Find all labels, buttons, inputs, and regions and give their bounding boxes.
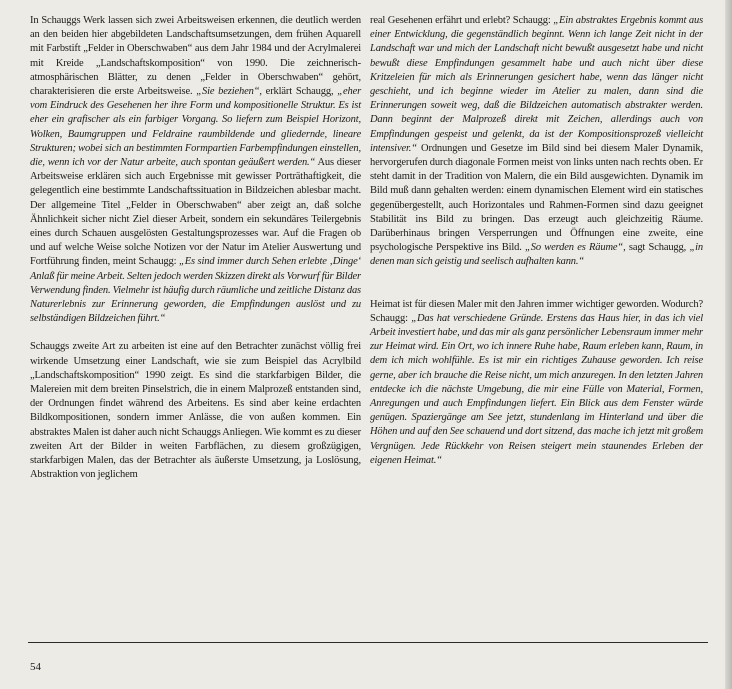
body-text: Schauggs zweite Art zu arbeiten ist eine auf den Betrachter zunächst völlig frei wirkende Umsetzung einer Landschaft, wie sie zum Beispiel das Acrylbild „Landschaftskomposition“ 1990 zeigt. Es sind die starkfarbigen Bilder, die Malereien mit dem breiten Pinselstrich, die in einem Malprozeß entstanden sind, der Ordnungen findet während des Arbeitens. Es sind aber keine erdachten Bildkompositionen, sondern immer Anlässe, die von außen kommen. Ein abstraktes Malen ist daher auch nicht Schauggs Anliegen. Wie kommt es zu dieser zweiten Art der Bilder in weiten Farbflächen, zu diesem großzügigen, starkfarbigen Malen, das der Betrachter als äußerste Umsetzung, ja Loslösung, Abstraktion von jeglichem — [30, 341, 361, 481]
right-text-column — [370, 14, 703, 468]
body-text: Heimat ist für diesen Maler mit den Jahren immer wichtiger geworden. Wodurch? Schaugg: — [370, 298, 703, 324]
quote-text: „So werden es Räume“ — [525, 242, 624, 254]
body-text: In Schauggs Werk lassen sich zwei Arbeitsweisen erkennen, die deutlich werden an den beiden hier abgebildeten Landschaftsumsetzungen, dem frühen Aquarell mit Farbstift „Felder in Oberschwaben“ aus dem Jahr 1984 und der Acrylmalerei mit Kreide „Landschaftskomposition“ von 1990. Die zeichnerisch-atmosphärischen Blätter, zu denen „Felder in Oberschwaben“ gehört, charakterisieren die erste Arbeitsweise. — [30, 15, 361, 98]
body-text: , sagt Schaugg, — [623, 242, 690, 254]
body-text: real Gesehenen erfährt und erlebt? Schaugg: — [370, 15, 554, 26]
page-number: 54 — [30, 661, 41, 673]
quote-text: „eher vom Eindruck des Gesehenen her ihre Form und kompositionelle Struktur. Es ist eher ein grafischer als ein farbiger Vorgang. So liefern zum Beispiel Horizont, Wolken, Baumgruppen und Feldraine raumbildende und gliedernde, lineare Strukturen; wobei sich an bestimmten Formpartien Farbempfindungen einstellen, die, wenn ich vor der Natur arbeite, auch spontan geäußert werden.“ — [30, 86, 362, 169]
body-text: Ordnungen und Gesetze im Bild sind bei diesem Maler Dynamik, hervorgerufen durch diagonale Formen meist von links unten nach rechts oben. Er steht damit in der Tradition von Malern, die ein Bild ausgewichten. Dynamik im Bild muß dann gehalten werden: einem dynamischen Element wird ein statisches gegenübergestellt, auch Horizontales und Rahmen-Formen sind dazu geeignet Stabilität ins Bild zu bringen. Das erzeugt auch gleichzeitig Räume. Darüberhinaus bringen Versperrungen und Öffnungen eine zweite, eine psychologische Perspektive ins Bild. — [370, 142, 703, 254]
footer-rule — [28, 642, 708, 643]
page-edge-shadow — [725, 0, 732, 689]
quote-text: „Das hat verschiedene Gründe. Erstens das Haus hier, in das ich viel Arbeit investiert habe, und das mir als ganz persönlicher Lebensraum immer mehr zur Heimat wird. Ein Ort, wo ich innere Ruhe habe, Raum erleben kann, Raum, in dem ich mich wohlfühle. Es ist mir ein richtiges Zuhause geworden. Ich reise gerne, aber ich brauche die Reise nicht, um mich anzuregen. In den letzten Jahren entdecke ich die nächste Umgebung, die mir eine Fülle von Material, Formen, Anregungen und auch Empfindungen liefert. Ein Blick aus dem Fenster würde genügen. Spaziergänge am See jetzt, stundenlang im Hinterland und über die Höhen und auf den See schauend und dort sitzend, das mache ich jetzt mit großem Vergnügen. Jede Rückkehr von Reisen steigert mein staunendes Erleben der eigenen Heimat.“ — [370, 312, 703, 466]
paragraph — [30, 340, 361, 482]
paragraph — [370, 298, 703, 468]
quote-text: „in denen man sich geistig und seelisch aufhalten kann.“ — [370, 242, 703, 268]
quote-text: „Es sind immer durch Sehen erlebte ‚Dinge‘ Anlaß für meine Arbeit. Selten jedoch werden Skizzen direkt als Vorwurf für Bilder Verwendung finden. Vielmehr ist häufig durch räumliche und zeitliche Distanz das Naturerlebnis zur Erinnerung geworden, die Empfindungen auslöst und zu selbständigen Bildzeichen führt.“ — [30, 256, 361, 325]
body-text: , erklärt Schaugg, — [259, 86, 338, 98]
body-text: Aus dieser Arbeitsweise erklären sich auch Ergebnisse mit gewisser Porträthaftigkeit, die gelegentlich eine bestimmte Landschaftssituation in Bildzeichen ablesbar macht. Der allgemeine Titel „Felder in Oberschwaben“ aber zeigt an, daß solche Ähnlichkeit sicher nicht Ziel dieser Arbeit, sondern ein sekundäres Teilergebnis eines durch Schauen ausgelösten Gestaltungsprozesses war. Auf die Fragen ob und auf welche Weise solche Notizen vor der Natur im Atelier Auswertung und Fortführung finden, meint Schaugg: — [30, 157, 361, 268]
quote-text: „Ein abstraktes Ergebnis kommt aus einer Entwicklung, die gegenständlich beginnt. Wenn ich lange Zeit nicht in der Landschaft war und mich der Landschaft nicht bewußt ausgesetzt habe und nicht bewußt diese Empfindungen gesammelt habe und auch nicht über diese Kritzeleien für mich als Erinnerungen gesichert habe, wenn das länger nicht geschieht, und ich beginne wieder im Atelier zu malen, dann sind die Erinnerungen soweit weg, daß die Bildzeichen automatisch abstrakter werden. Dann beginnt der Malprozeß direkt mit Zeichen, allerdings auch von Empfindungen gespeist und gelenkt, da ist der Kompositionsprozeß vielleicht intensiver.“ — [370, 15, 704, 154]
paragraph — [30, 14, 361, 326]
paragraph — [370, 14, 703, 270]
quote-text: „Sie beziehen“ — [196, 86, 260, 98]
left-text-column — [30, 14, 361, 483]
